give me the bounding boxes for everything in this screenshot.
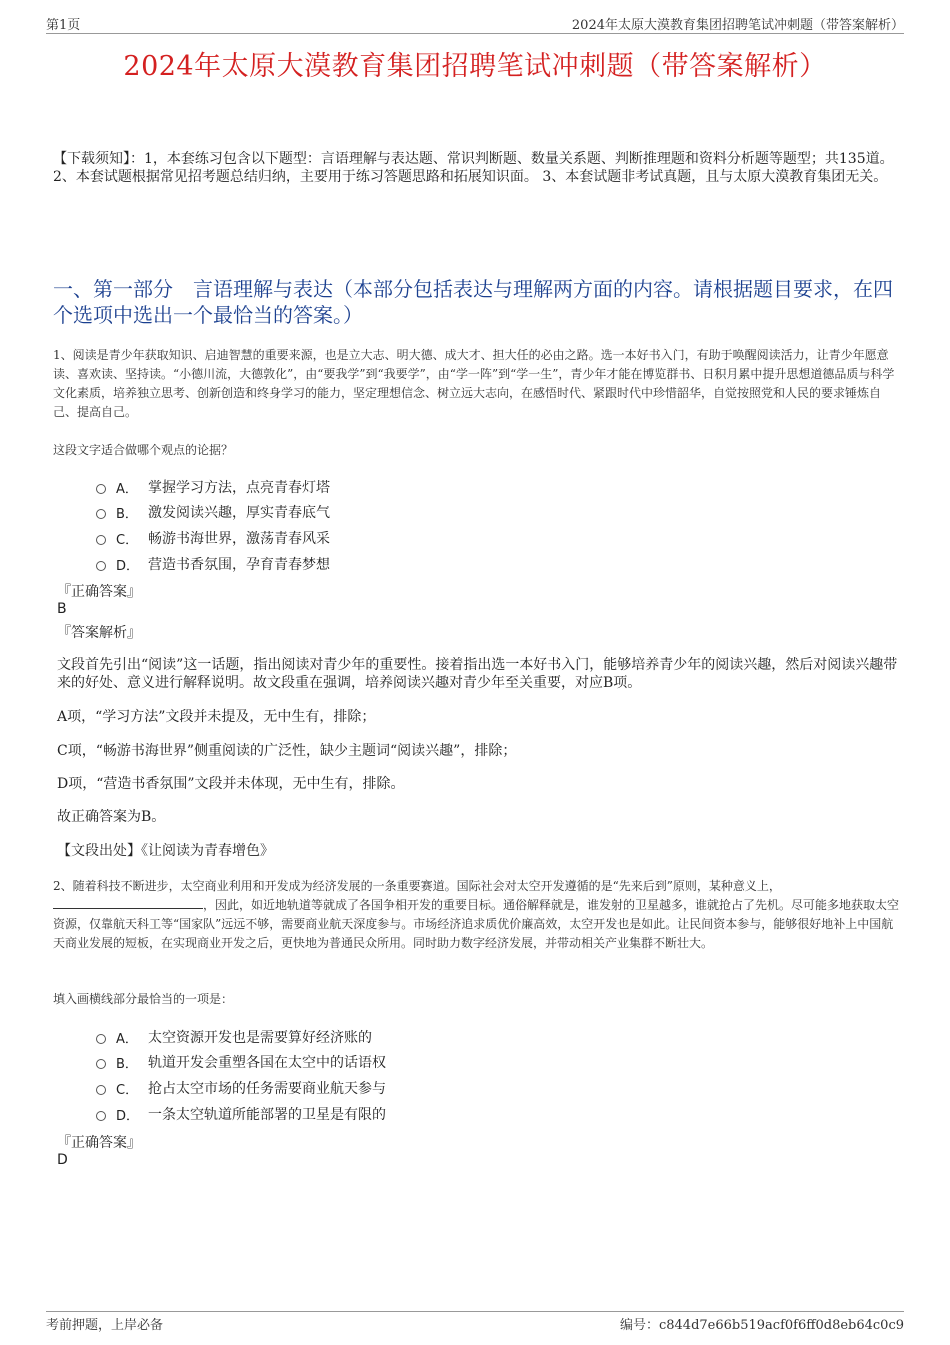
fill-blank xyxy=(53,896,203,909)
document-title: 2024年太原大漠教育集团招聘笔试冲刺题（带答案解析） xyxy=(123,51,827,82)
option-text: 掌握学习方法，点亮青春灯塔 xyxy=(148,480,330,496)
correct-answer-label: 『正确答案』 xyxy=(57,1135,141,1151)
analysis-paragraph: C项，“畅游书海世界”侧重阅读的广泛性，缺少主题词“阅读兴趣”，排除； xyxy=(57,743,517,759)
correct-answer-value: B xyxy=(57,601,67,617)
radio-icon[interactable] xyxy=(96,1111,106,1121)
option-text: 畅游书海世界，激荡青春风采 xyxy=(148,531,330,547)
option-text: 轨道开发会重塑各国在太空中的话语权 xyxy=(148,1055,386,1071)
question-1-prompt: 这段文字适合做哪个观点的论据？ xyxy=(53,443,234,457)
option-text: 抢占太空市场的任务需要商业航天参与 xyxy=(148,1081,386,1097)
analysis-paragraph: D项，“营造书香氛围”文段并未体现，无中生有，排除。 xyxy=(57,776,405,792)
footer-slogan: 考前押题，上岸必备 xyxy=(46,1318,164,1333)
option-text: 营造书香氛围，孕育青春梦想 xyxy=(148,557,330,573)
document-id: 编号：c844d7e66b519acf0f6ff0d8eb64c0c9 xyxy=(619,1318,904,1333)
option-text: 激发阅读兴趣，厚实青春底气 xyxy=(148,505,330,521)
question-2-prompt: 填入画横线部分最恰当的一项是： xyxy=(53,992,234,1006)
section-heading: 一、第一部分 言语理解与表达（本部分包括表达与理解两方面的内容。请根据题目要求，在四个选项中选出一个最恰当的答案。） xyxy=(53,277,893,327)
option-letter: D． xyxy=(116,1108,140,1124)
option-letter: A． xyxy=(116,1031,138,1047)
correct-answer-value: D xyxy=(57,1152,68,1168)
running-title: 2024年太原大漠教育集团招聘笔试冲刺题（带答案解析） xyxy=(571,18,904,33)
question-2-option-a[interactable] xyxy=(96,1027,372,1047)
question-1-option-a[interactable] xyxy=(96,477,330,497)
question-2-option-d[interactable] xyxy=(96,1104,386,1124)
radio-icon[interactable] xyxy=(96,509,106,519)
analysis-conclusion: 故正确答案为B。 xyxy=(57,809,166,825)
option-letter: C． xyxy=(116,1082,139,1098)
option-text: 一条太空轨道所能部署的卫星是有限的 xyxy=(148,1107,386,1123)
correct-answer-label: 『正确答案』 xyxy=(57,584,141,600)
option-letter: C． xyxy=(116,532,139,548)
radio-icon[interactable] xyxy=(96,535,106,545)
header-divider xyxy=(46,33,904,34)
radio-icon[interactable] xyxy=(96,1034,106,1044)
question-2-option-b[interactable] xyxy=(96,1052,386,1072)
analysis-label: 『答案解析』 xyxy=(57,625,141,641)
option-letter: B． xyxy=(116,506,138,522)
option-text: 太空资源开发也是需要算好经济账的 xyxy=(148,1030,372,1046)
radio-icon[interactable] xyxy=(96,1085,106,1095)
download-notice: 【下载须知】：1，本套练习包含以下题型：言语理解与表达题、常识判断题、数量关系题、判断推理题和资料分析题等题型；共135道。 2、本套试题根据常见招考题总结归纳，主要用于练习答题思路和拓展知识面。 3、本套试题非考试真题，且与太原大漠教育集团无关。 xyxy=(53,151,894,185)
radio-icon[interactable] xyxy=(96,1059,106,1069)
analysis-paragraph: 文段首先引出“阅读”这一话题，指出阅读对青少年的重要性。接着指出选一本好书入门，能够培养青少年的阅读兴趣，然后对阅读兴趣带来的好处、意义进行解释说明。故文段重在强调，培养阅读兴趣对青少年至关重要，对应B项。 xyxy=(57,657,898,691)
question-1-option-b[interactable] xyxy=(96,502,330,522)
page-number: 第1页 xyxy=(46,18,81,33)
analysis-paragraph: A项，“学习方法”文段并未提及，无中生有，排除； xyxy=(57,709,376,725)
analysis-source: 【文段出处】《让阅读为青春增色》 xyxy=(57,843,274,859)
question-2-text-before: 2、随着科技不断进步，太空商业利用和开发成为经济发展的一条重要赛道。国际社会对太空开发遵循的是“先来后到”原则，某种意义上， xyxy=(53,879,781,893)
footer-divider xyxy=(46,1311,904,1312)
option-letter: D． xyxy=(116,558,140,574)
question-1-text: 1、阅读是青少年获取知识、启迪智慧的重要来源，也是立大志、明大德、成大才、担大任的必由之路。选一本好书入门，有助于唤醒阅读活力，让青少年愿意读、喜欢读、坚持读。“小德川流，大德敦化”，由“要我学”到“我要学”，由“学一阵”到“学一生”，青少年才能在博览群书、日积月累中提升思想道德品质与科学文化素质，培养独立思考、创新创造和终身学习的能力，坚定理想信念、树立远大志向，在感悟时代、紧跟时代中珍惜韶华，自觉按照党和人民的要求锤炼自己、提高自己。 xyxy=(53,348,895,419)
radio-icon[interactable] xyxy=(96,561,106,571)
question-2-option-c[interactable] xyxy=(96,1078,386,1098)
question-1-option-c[interactable] xyxy=(96,528,330,548)
option-letter: A． xyxy=(116,481,138,497)
option-letter: B． xyxy=(116,1056,138,1072)
question-2-text xyxy=(53,877,901,953)
question-1-option-d[interactable] xyxy=(96,554,330,574)
question-2-text-after: ，因此，如近地轨道等就成了各国争相开发的重要目标。通俗解释就是，谁发射的卫星越多，谁就抢占了先机。尽可能多地获取太空资源，仅靠航天科工等“国家队”远远不够，需要商业航天深度参与。市场经济追求质优价廉高效，太空开发也是如此。让民间资本参与，能够很好地补上中国航天商业发展的短板，在实现商业开发之后，更快地为普通民众所用。同时助力数字经济发展，并带动相关产业集群不断壮大。 xyxy=(53,898,900,950)
radio-icon[interactable] xyxy=(96,484,106,494)
